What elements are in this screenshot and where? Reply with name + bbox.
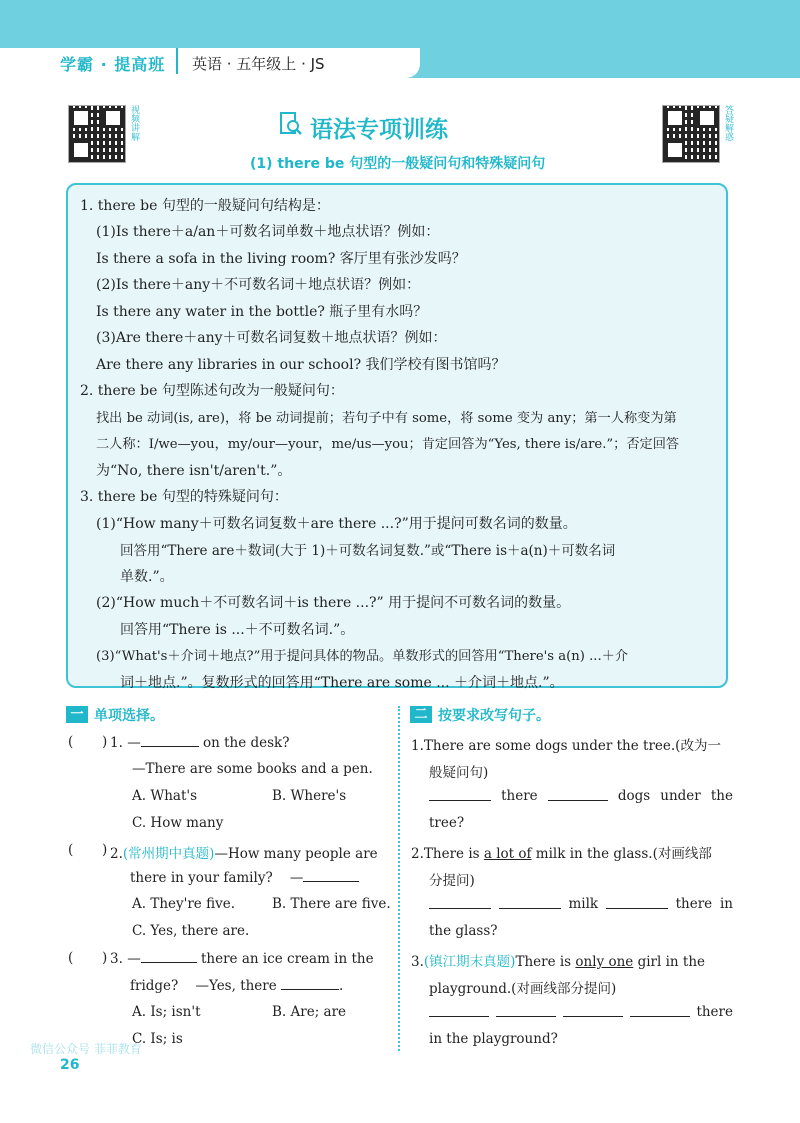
grammar-line: 找出 be 动词(is, are)，将 be 动词提前；若句子中有 some，将 some 变为 any；第一人称变为第 [96, 411, 677, 426]
column-divider [398, 706, 400, 1051]
rw-q1-line2: 般疑问句) [429, 765, 489, 781]
header-divider [176, 48, 178, 74]
rw-q2-stem: 2.There is a lot of milk in the glass.(对画线部 [411, 846, 712, 862]
page-subtitle: (1) there be 句型的一般疑问句和特殊疑问句 [250, 156, 546, 172]
grammar-line: 词＋地点.”。复数形式的回答用“There are some ... ＋介词＋地点.”。 [120, 675, 564, 691]
mc-q1-reply: —There are some books and a pen. [132, 761, 373, 777]
answer-blank[interactable] [563, 1004, 623, 1017]
answer-blank[interactable] [303, 869, 359, 882]
answer-blank[interactable] [141, 734, 199, 747]
mc-q2-option-b[interactable]: B. There are five. [272, 896, 391, 912]
answer-blank[interactable] [281, 977, 339, 990]
mc-q3-num: 3. [110, 951, 123, 967]
magnifier-book-icon [280, 112, 302, 136]
qr-left-label: 视频讲解 [129, 105, 139, 141]
rw-q2-underlined: a lot of [483, 846, 532, 862]
rw-q1-answer-line: there dogs under the [429, 788, 733, 804]
mc-q1-num: 1. [110, 735, 123, 751]
rw-q1-stem: 1.There are some dogs under the tree.(改为一 [411, 738, 721, 754]
rw-q3-source: (镇江期末真题) [423, 954, 516, 970]
rw-q3-answer-line: there [429, 1004, 733, 1020]
grammar-line: 1. there be 句型的一般疑问句结构是： [80, 198, 330, 214]
section2-title: 按要求改写句子。 [438, 708, 550, 724]
answer-blank[interactable] [429, 896, 491, 909]
mc-q2-option-c[interactable]: C. Yes, there are. [132, 923, 250, 939]
watermark: 微信公众号 菲菲教育 [30, 1042, 142, 1056]
grammar-line: 3. there be 句型的特殊疑问句： [80, 489, 288, 505]
brand-label: 学霸 · 提高班 [60, 55, 166, 74]
subject-label: 英语 · 五年级上 · JS [192, 55, 325, 73]
answer-blank[interactable] [606, 896, 668, 909]
page-title: 语法专项训练 [310, 117, 448, 143]
grammar-line: (3)Are there＋any＋可数名词复数＋地点状语？例如： [96, 330, 447, 346]
mc-q1-paren-open: ( [68, 734, 74, 750]
grammar-line: Is there any water in the bottle? 瓶子里有水吗？ [96, 304, 428, 320]
page-number: 26 [60, 1057, 80, 1073]
mc-q1-stem: 1. — on the desk? [110, 735, 290, 751]
grammar-line: (1)“How many＋可数名词复数＋are there ...?”用于提问可数名词的数量。 [96, 516, 577, 532]
grammar-line: Is there a sofa in the living room? 客厅里有张沙发吗？ [96, 251, 466, 267]
grammar-line: (1)Is there＋a/an＋可数名词单数＋地点状语？例如： [96, 224, 440, 240]
rw-q3-underlined: only one [575, 954, 634, 970]
qr-code-right[interactable] [662, 105, 720, 163]
mc-q3-paren-close: ) [102, 950, 108, 966]
qr-code-left[interactable] [68, 105, 126, 163]
rw-q1-end: tree? [429, 815, 465, 831]
answer-blank[interactable] [429, 1004, 489, 1017]
grammar-line: Are there any libraries in our school? 我们学校有图书馆吗？ [96, 357, 506, 373]
rw-q3-stem: 3.(镇江期末真题)There is only one girl in the [411, 954, 706, 970]
grammar-line: 为“No, there isn't/aren't.”。 [96, 463, 292, 479]
qr-right-label: 答疑解惑 [723, 105, 733, 141]
rw-q2-answer-line: milk there in [429, 896, 733, 912]
mc-q2-paren-open: ( [68, 842, 74, 858]
grammar-line: 单数.”。 [120, 569, 174, 585]
answer-blank[interactable] [499, 896, 561, 909]
section1-title: 单项选择。 [94, 708, 164, 724]
answer-blank[interactable] [548, 788, 608, 801]
mc-q3-line2: fridge? —Yes, there . [130, 978, 344, 994]
grammar-line: 二人称：I/we—you，my/our—your，me/us—you；肯定回答为“Yes, there is/are.”；否定回答 [96, 437, 680, 452]
answer-blank[interactable] [496, 1004, 556, 1017]
grammar-summary-box [66, 183, 728, 691]
mc-q2-line2: there in your family? — [130, 869, 359, 886]
grammar-line: 回答用“There are＋数词(大于 1)＋可数名词复数.”或“There is＋a(n)＋可数名词 [120, 543, 616, 559]
rw-q3-end: in the playground? [429, 1031, 558, 1047]
mc-q1-paren-close: ) [102, 734, 108, 750]
answer-blank[interactable] [630, 1004, 690, 1017]
mc-q3-stem: 3. — there an ice cream in the [110, 951, 374, 967]
mc-q3-option-c[interactable]: C. Is; is [132, 1031, 183, 1047]
section1-badge: 一 [66, 706, 88, 723]
grammar-line: 2. there be 句型陈述句改为一般疑问句： [80, 383, 344, 399]
rw-q3-line2: playground.(对画线部分提问) [429, 981, 617, 997]
grammar-line: (3)“What's＋介词＋地点?”用于提问具体的物品。单数形式的回答用“There's a(n) ...＋介 [96, 649, 629, 664]
rw-q2-line2: 分提问) [429, 873, 475, 889]
mc-q2-num: 2. [110, 846, 123, 862]
mc-q3-option-a[interactable]: A. Is; isn't [132, 1004, 201, 1020]
rw-q3-num: 3. [411, 954, 424, 970]
mc-q2-option-a[interactable]: A. They're five. [132, 896, 236, 912]
grammar-line: (2)“How much＋不可数名词＋is there ...?” 用于提问不可数名词的数量。 [96, 595, 571, 611]
mc-q2-paren-close: ) [102, 842, 108, 858]
mc-q1-option-a[interactable]: A. What's [132, 788, 198, 804]
grammar-line: 回答用“There is ...＋不可数名词.”。 [120, 622, 355, 638]
answer-blank[interactable] [141, 950, 197, 963]
mc-q1-option-b[interactable]: B. Where's [272, 788, 347, 804]
rw-q1-num: 1. [411, 738, 424, 754]
mc-q1-option-c[interactable]: C. How many [132, 815, 224, 831]
rw-q2-num: 2. [411, 846, 424, 862]
answer-blank[interactable] [429, 788, 491, 801]
section2-badge: 二 [410, 706, 432, 723]
mc-q3-paren-open: ( [68, 950, 74, 966]
grammar-line: (2)Is there＋any＋不可数名词＋地点状语？例如： [96, 277, 421, 293]
mc-q2-stem: 2.(常州期中真题)—How many people are [110, 846, 378, 862]
rw-q2-end: the glass? [429, 923, 498, 939]
mc-q2-source: (常州期中真题) [122, 846, 215, 862]
mc-q3-option-b[interactable]: B. Are; are [272, 1004, 347, 1020]
